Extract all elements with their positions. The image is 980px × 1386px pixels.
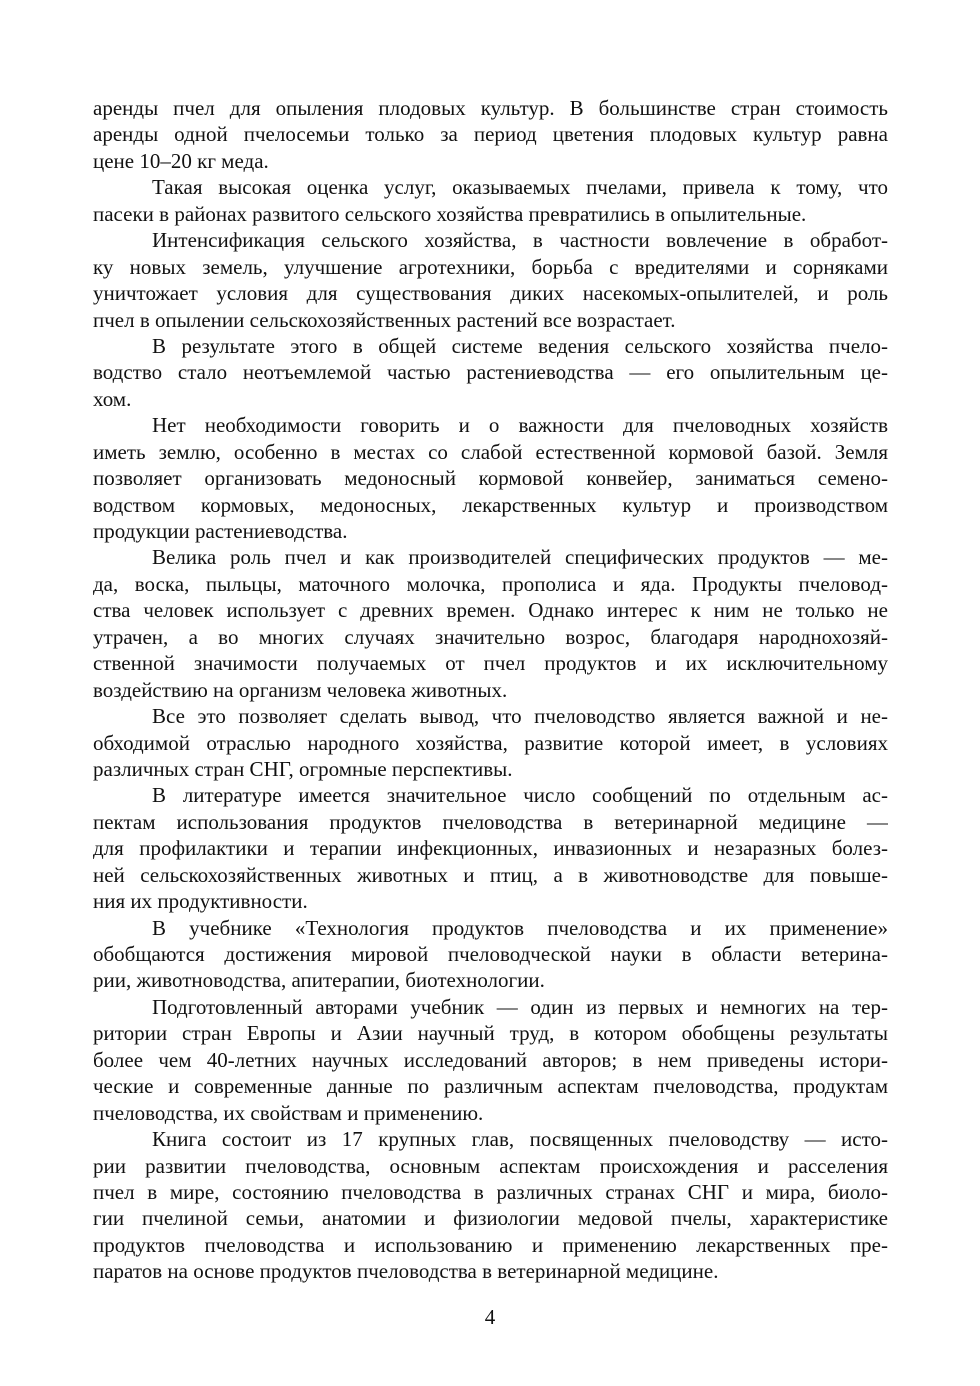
text-line: ства человек использует с древних времен. Однако интерес к ним не только не xyxy=(93,598,888,623)
paragraph xyxy=(93,915,888,994)
text-line: ку новых земель, улучшение агротехники, борьба с вредителями и сорняками xyxy=(93,254,888,279)
text-line: ния их продуктивности. xyxy=(93,889,308,914)
page-number: 4 xyxy=(484,1305,496,1329)
paragraph xyxy=(93,174,888,227)
text-line: Все это позволяет сделать вывод, что пчеловодство является важной и не- xyxy=(152,704,888,729)
text-line: пчеловодства, их свойствам и применению. xyxy=(93,1100,484,1125)
text-line: ственной значимости получаемых от пчел продуктов и их исключительному xyxy=(93,651,888,676)
text-line: водство стало неотъемлемой частью растениеводства — его опылительным це- xyxy=(93,360,888,385)
text-line: Книга состоит из 17 крупных глав, посвященных пчеловодству — исто- xyxy=(152,1127,888,1152)
paragraph xyxy=(93,994,888,1126)
text-line: аренды одной пчелосемьи только за период цветения плодовых культур равна xyxy=(93,122,888,147)
paragraph xyxy=(93,1126,888,1285)
text-line: Велика роль пчел и как производителей специфических продуктов — ме- xyxy=(152,545,888,570)
text-line: В литературе имеется значительное число сообщений по отдельным ас- xyxy=(152,783,888,808)
paragraph xyxy=(93,782,888,914)
paragraph xyxy=(93,227,888,333)
text-line: хом. xyxy=(93,386,132,411)
text-line: водством кормовых, медоносных, лекарственных культур и производством xyxy=(93,492,888,517)
text-line: продуктов пчеловодства и использованию и применению лекарственных пре- xyxy=(93,1232,888,1257)
text-line: да, воска, пыльцы, маточного молочка, прополиса и яда. Продукты пчеловод- xyxy=(93,571,888,596)
body-text xyxy=(93,95,888,1285)
text-line: цене 10–20 кг меда. xyxy=(93,148,269,173)
text-line: уничтожает условия для существования диких насекомых-опылителей, и роль xyxy=(93,281,888,306)
text-line: иметь землю, особенно в местах со слабой естественной кормовой базой. Земля xyxy=(93,439,888,464)
text-line: рии, животноводства, апитерапии, биотехнологии. xyxy=(93,968,545,993)
paragraph xyxy=(93,544,888,703)
paragraph xyxy=(93,333,888,412)
text-line: пасеки в районах развитого сельского хозяйства превратились в опылительные. xyxy=(93,201,807,226)
text-line: В результате этого в общей системе ведения сельского хозяйства пчело- xyxy=(152,333,888,358)
text-line: более чем 40-летних научных исследований авторов; в нем приведены истори- xyxy=(93,1047,888,1072)
text-line: гии пчелиной семьи, анатомии и физиологии медовой пчелы, характеристике xyxy=(93,1206,888,1231)
text-line: различных стран СНГ, огромные перспективы. xyxy=(93,756,513,781)
text-line: Такая высокая оценка услуг, оказываемых пчелами, привела к тому, что xyxy=(152,175,888,200)
text-line: обобщаются достижения мировой пчеловодческой науки в области ветерина- xyxy=(93,942,888,966)
paragraph xyxy=(93,95,888,174)
text-line: рии развитии пчеловодства, основным аспектам происхождения и расселения xyxy=(93,1153,888,1178)
text-line: пчел в мире, состоянию пчеловодства в различных странах СНГ и мира, биоло- xyxy=(93,1179,888,1204)
text-line: позволяет организовать медоносный кормовой конвейер, заниматься семено- xyxy=(93,466,888,491)
text-line: Интенсификация сельского хозяйства, в частности вовлечение в обработ- xyxy=(152,228,888,253)
text-line: аренды пчел для опыления плодовых культур. В большинстве стран стоимость xyxy=(93,96,888,120)
text-line: В учебнике «Технология продуктов пчеловодства и их применение» xyxy=(152,915,888,940)
text-line: для профилактики и терапии инфекционных, инвазионных и незаразных болез- xyxy=(93,836,888,861)
paragraph xyxy=(93,412,888,544)
text-line: воздействию на организм человека животных. xyxy=(93,677,508,702)
paragraph xyxy=(93,703,888,782)
text-line: пчел в опылении сельскохозяйственных растений все возрастает. xyxy=(93,307,676,332)
text-line: ритории стран Европы и Азии научный труд, в котором обобщены результаты xyxy=(93,1021,888,1046)
text-line: утрачен, а во многих случаях значительно возрос, благодаря народнохозяй- xyxy=(93,624,888,649)
text-line: Подготовленный авторами учебник — один из первых и немногих на тер- xyxy=(152,994,888,1019)
text-line: ческие и современные данные по различным аспектам пчеловодства, продуктам xyxy=(93,1074,888,1099)
text-line: паратов на основе продуктов пчеловодства в ветеринарной медицине. xyxy=(93,1259,719,1284)
text-line: Нет необходимости говорить и о важности для пчеловодных хозяйств xyxy=(152,413,888,438)
text-line: продукции растениеводства. xyxy=(93,519,348,543)
text-line: ней сельскохозяйственных животных и птиц, а в животноводстве для повыше- xyxy=(93,862,888,887)
text-line: обходимой отраслью народного хозяйства, развитие которой имеет, в условиях xyxy=(93,730,888,755)
text-line: пектам использования продуктов пчеловодства в ветеринарной медицине — xyxy=(93,809,888,834)
